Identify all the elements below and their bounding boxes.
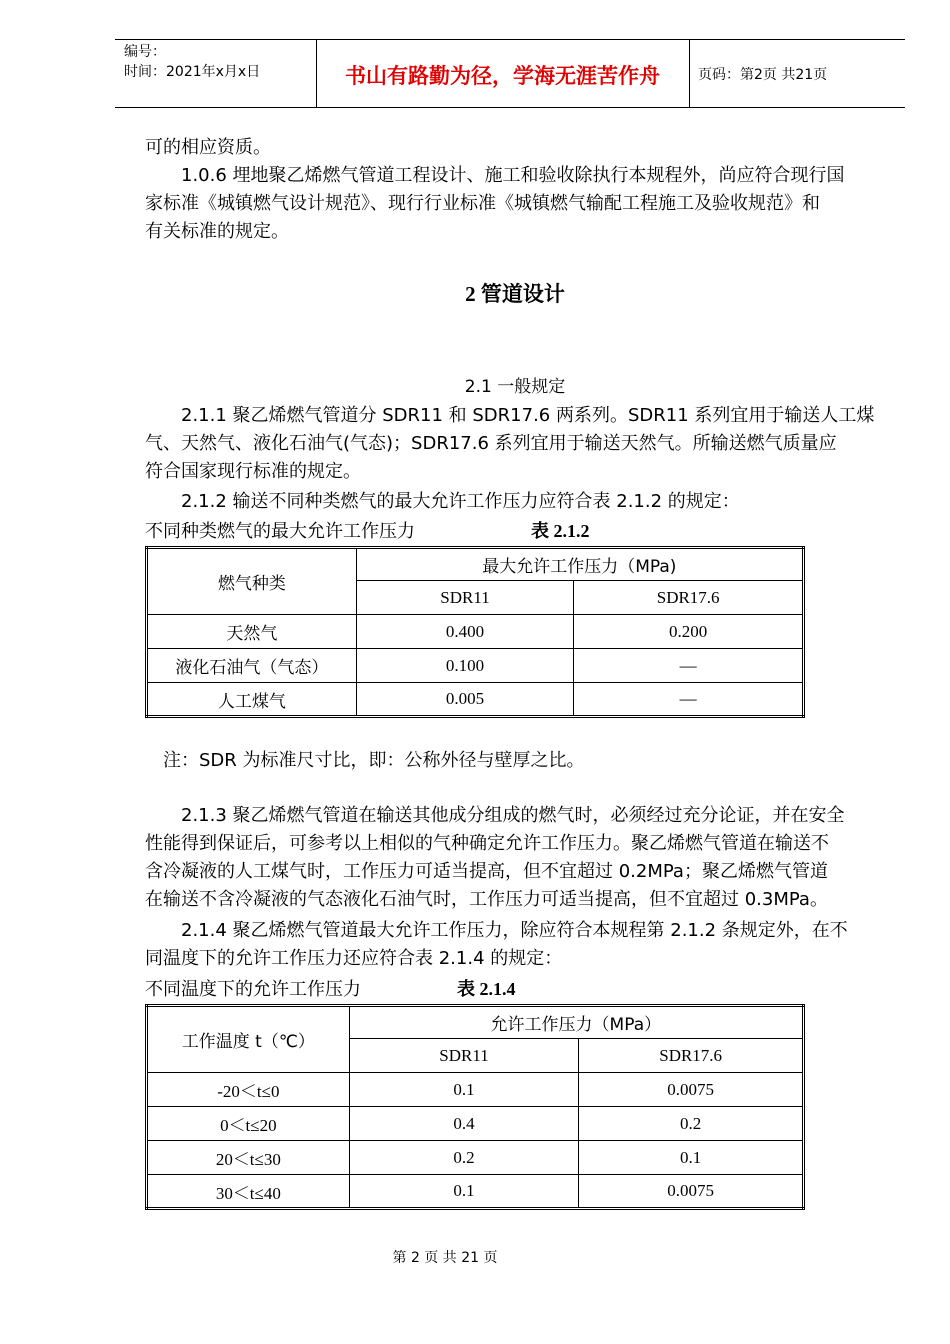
header-page-label: 页码：第2页 共21页 (698, 67, 828, 83)
table-row (147, 1175, 804, 1209)
paragraph-1-0-6 (145, 162, 885, 246)
table2-header-group: 允许工作压力（MPa） (349, 1006, 803, 1039)
paragraph-2-1-1 (145, 402, 885, 486)
table1-header-gas-type: 燃气种类 (147, 548, 357, 615)
table1-header-sdr11: SDR11 (356, 581, 574, 615)
table-cell: 0.1 (349, 1073, 579, 1107)
table1-note: 注：SDR 为标准尺寸比，即：公称外径与壁厚之比。 (163, 750, 585, 771)
text-line: 2.1.4 聚乙烯燃气管道最大允许工作压力，除应符合本规程第 2.1.2 条规定外，在不 (181, 920, 848, 941)
footer-page-number: 第 2 页 共 21 页 (392, 1250, 498, 1266)
table-cell: — (574, 683, 804, 717)
table-cell: 30＜t≤40 (147, 1175, 350, 1209)
table2-caption: 不同温度下的允许工作压力 (145, 979, 361, 1000)
paragraph-2-1-2 (145, 488, 885, 516)
table-cell: 0.005 (356, 683, 574, 717)
table1-header-group: 最大允许工作压力（MPa) (356, 548, 803, 581)
paragraph-2-1-3 (145, 802, 885, 914)
table-row (147, 1073, 804, 1107)
text-line: 在输送不含冷凝液的气态液化石油气时，工作压力可适当提高，但不宜超过 0.3MPa。 (145, 889, 828, 910)
text-line: 性能得到保证后，可参考以上相似的气种确定允许工作压力。聚乙烯燃气管道在输送不 (145, 833, 829, 854)
text-line: 1.0.6 埋地聚乙烯燃气管道工程设计、施工和验收除执行本规程外，尚应符合现行国 (181, 165, 845, 186)
table-cell: 0.1 (349, 1175, 579, 1209)
table2-header-sdr176: SDR17.6 (579, 1039, 804, 1073)
table-cell: 0.1 (579, 1141, 804, 1175)
header-top-rule (115, 39, 905, 40)
text-line: 2.1.1 聚乙烯燃气管道分 SDR11 和 SDR17.6 两系列。SDR11 系列宜用于输送人工煤 (181, 405, 875, 426)
table-cell: 20＜t≤30 (147, 1141, 350, 1175)
table-row (147, 649, 804, 683)
text-line: 家标准《城镇燃气设计规范》、现行行业标准《城镇燃气输配工程施工及验收规范》和 (145, 193, 820, 214)
table1-header-sdr176: SDR17.6 (574, 581, 804, 615)
text-line: 含冷凝液的人工煤气时，工作压力可适当提高，但不宜超过 0.2MPa；聚乙烯燃气管道 (145, 861, 828, 882)
table2-header-temperature: 工作温度 t（℃） (147, 1006, 350, 1073)
table-cell: 人工煤气 (147, 683, 357, 717)
table2-header-sdr11: SDR11 (349, 1039, 579, 1073)
text-line: 2.1.3 聚乙烯燃气管道在输送其他成分组成的燃气时，必须经过充分论证，并在安全 (181, 805, 845, 826)
table-cell: 0.0075 (579, 1175, 804, 1209)
header-bottom-rule (115, 107, 905, 108)
text-line: 可的相应资质。 (145, 137, 271, 158)
table-cell: 0.400 (356, 615, 574, 649)
table-cell: — (574, 649, 804, 683)
table-row (147, 1141, 804, 1175)
table-cell: 0＜t≤20 (147, 1107, 350, 1141)
section-title: 2.1 一般规定 (464, 377, 566, 397)
text-line: 有关标准的规定。 (145, 221, 289, 242)
header-serial: 编号： (124, 44, 166, 60)
table1-number: 表 2.1.2 (531, 521, 590, 541)
paragraph-continuation (145, 134, 885, 162)
table-cell: 0.2 (579, 1107, 804, 1141)
table-2-1-4 (145, 1004, 805, 1210)
table1-caption: 不同种类燃气的最大允许工作压力 (145, 521, 415, 542)
chapter-title: 2 管道设计 (465, 282, 565, 306)
table-cell: 0.2 (349, 1141, 579, 1175)
text-line: 气、天然气、液化石油气(气态)；SDR17.6 系列宜用于输送天然气。所输送燃气质量应 (145, 433, 837, 454)
table-row (147, 615, 804, 649)
text-line: 2.1.2 输送不同种类燃气的最大允许工作压力应符合表 2.1.2 的规定： (181, 491, 740, 512)
table-row (147, 683, 804, 717)
table-cell: -20＜t≤0 (147, 1073, 350, 1107)
table-row (147, 1107, 804, 1141)
table-cell: 液化石油气（气态） (147, 649, 357, 683)
table-2-1-2 (145, 546, 805, 718)
paragraph-2-1-4 (145, 917, 885, 973)
header-time: 时间：2021年x月x日 (124, 64, 261, 80)
text-line: 同温度下的允许工作压力还应符合表 2.1.4 的规定： (145, 948, 563, 969)
table2-number: 表 2.1.4 (457, 979, 516, 999)
table-cell: 0.4 (349, 1107, 579, 1141)
page-footer (0, 1247, 950, 1267)
table-cell: 0.0075 (579, 1073, 804, 1107)
table-cell: 天然气 (147, 615, 357, 649)
header-motto: 书山有路勤为径，学海无涯苦作舟 (345, 64, 660, 88)
text-line: 符合国家现行标准的规定。 (145, 461, 361, 482)
header-divider-2 (689, 39, 690, 108)
table-cell: 0.200 (574, 615, 804, 649)
table-cell: 0.100 (356, 649, 574, 683)
